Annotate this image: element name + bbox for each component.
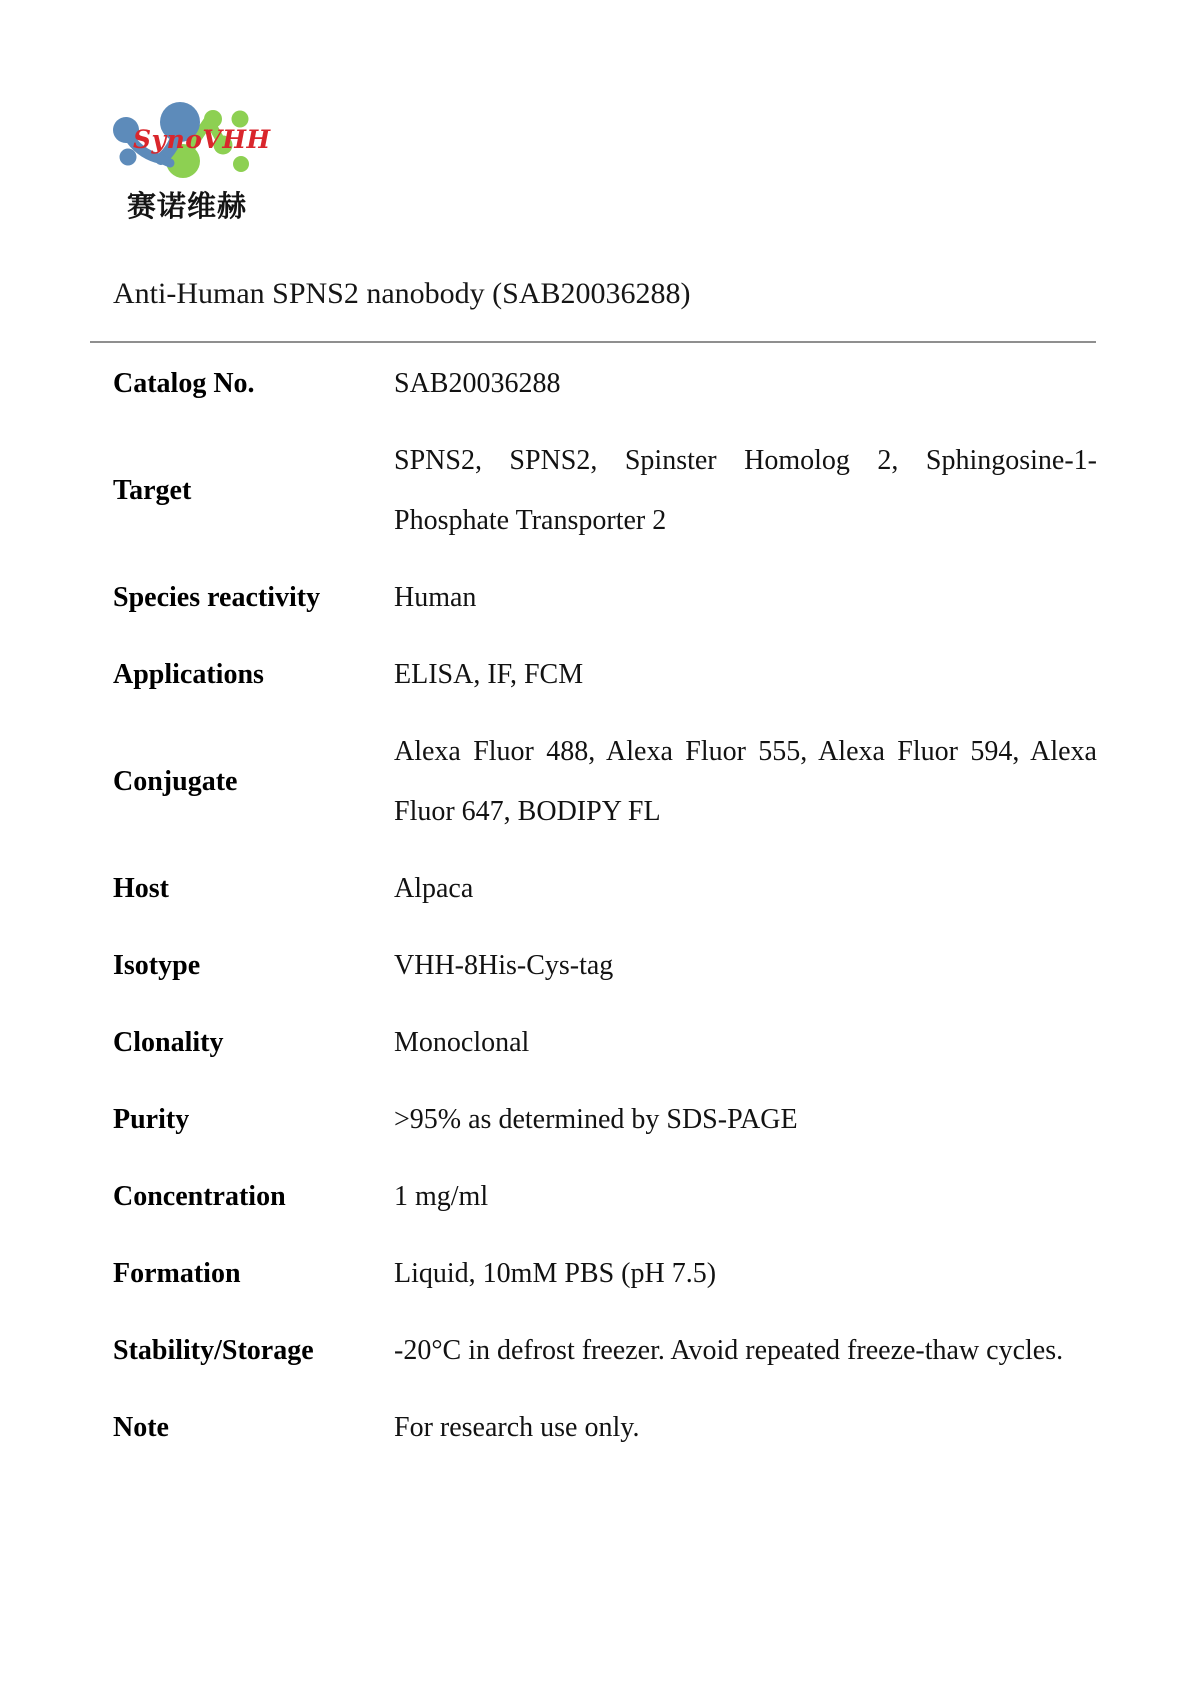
row-label: Formation [113, 1258, 241, 1289]
table-row [113, 926, 1097, 1003]
row-value: SPNS2, SPNS2, Spinster Homolog 2, Sphingosine-1-Phosphate Transporter 2 [394, 445, 1097, 536]
row-label: Applications [113, 659, 264, 690]
table-row [113, 1234, 1097, 1311]
row-value: SAB20036288 [394, 368, 561, 399]
logo-brand-text: SynoVHH [133, 125, 271, 154]
row-value: Liquid, 10mM PBS (pH 7.5) [394, 1258, 717, 1289]
title-divider [90, 341, 1096, 343]
row-label: Note [113, 1412, 169, 1443]
row-value: >95% as determined by SDS-PAGE [394, 1104, 798, 1135]
spec-table [113, 344, 1097, 1465]
table-row [113, 635, 1097, 712]
row-label: Conjugate [113, 766, 238, 797]
row-value: For research use only. [394, 1412, 640, 1443]
row-value: Human [394, 582, 477, 613]
row-label: Stability/Storage [113, 1335, 314, 1366]
row-label: Purity [113, 1104, 190, 1135]
row-value: Alpaca [394, 873, 474, 904]
table-row [113, 558, 1097, 635]
table-row [113, 1080, 1097, 1157]
table-row [113, 1003, 1097, 1080]
table-row [113, 849, 1097, 926]
table-row [113, 421, 1097, 558]
table-row [113, 344, 1097, 421]
logo-chinese-name: 赛诺维赫 [127, 191, 248, 223]
row-label: Target [113, 475, 192, 506]
row-label: Concentration [113, 1181, 286, 1212]
row-value: Alexa Fluor 488, Alexa Fluor 555, Alexa Fluor 594, Alexa Fluor 647, BODIPY FL [394, 736, 1097, 827]
table-row [113, 1157, 1097, 1234]
row-label: Host [113, 873, 169, 904]
row-label: Isotype [113, 950, 201, 981]
table-row [113, 1388, 1097, 1465]
row-value: VHH-8His-Cys-tag [394, 950, 614, 981]
row-label: Species reactivity [113, 582, 321, 613]
company-logo [106, 98, 271, 188]
table-row [113, 712, 1097, 849]
table-row [113, 1311, 1097, 1388]
row-value: ELISA, IF, FCM [394, 659, 584, 690]
row-label: Clonality [113, 1027, 224, 1058]
row-value: -20°C in defrost freezer. Avoid repeated freeze-thaw cycles. [394, 1335, 1064, 1366]
row-value: 1 mg/ml [394, 1181, 489, 1212]
row-label: Catalog No. [113, 368, 255, 399]
page-title: Anti-Human SPNS2 nanobody (SAB20036288) [113, 277, 691, 310]
row-value: Monoclonal [394, 1027, 530, 1058]
